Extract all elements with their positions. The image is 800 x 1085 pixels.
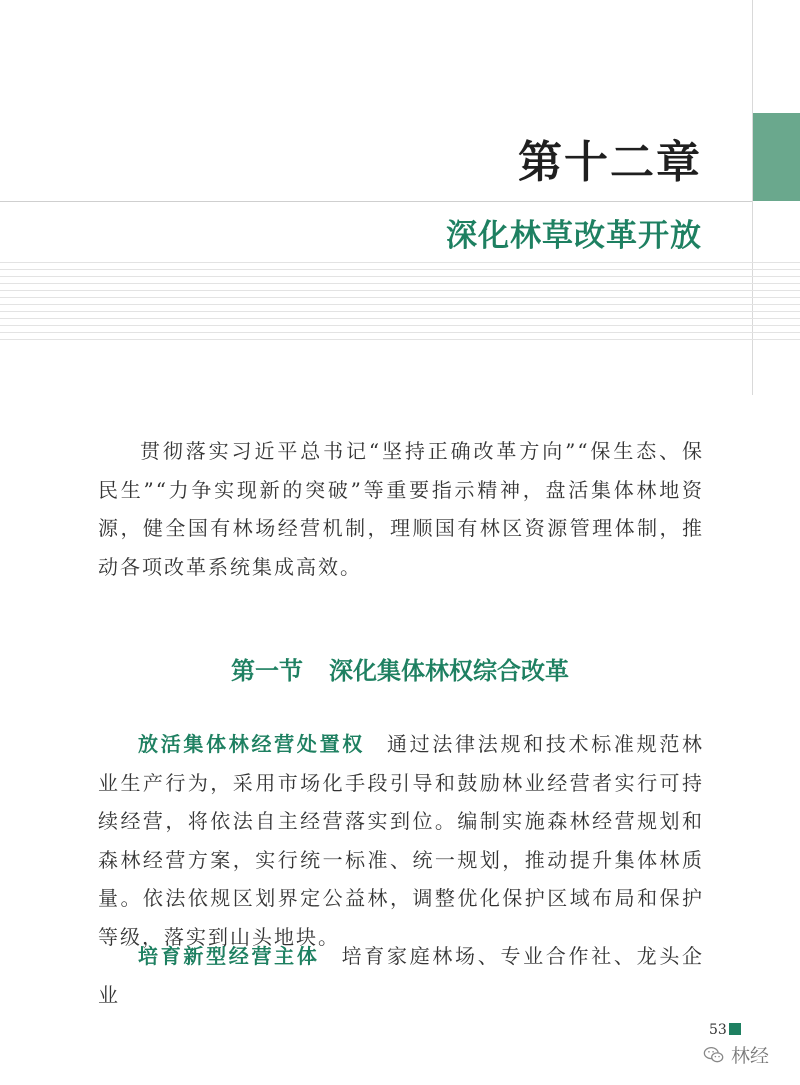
paragraph-lead: 培育新型经营主体 bbox=[138, 944, 320, 968]
watermark bbox=[703, 1041, 769, 1068]
body-paragraph bbox=[98, 725, 704, 956]
watermark-text: 林经 bbox=[731, 1045, 770, 1067]
wechat-icon bbox=[703, 1044, 725, 1066]
section-label: 第一节 bbox=[231, 657, 303, 685]
paragraph-text: 培育家庭林场、专业合作社、龙头企业 bbox=[98, 944, 705, 1007]
intro-paragraph: 贯彻落实习近平总书记“坚持正确改革方向”“保生态、保民生”“力争实现新的突破”等重要指示精神，盘活集体林地资源，健全国有林场经营机制，理顺国有林区资源管理体制，推动各项改革系统集成高效。 bbox=[98, 439, 704, 579]
header-divider bbox=[0, 201, 752, 202]
section-title: 深化集体林权综合改革 bbox=[329, 657, 569, 685]
section-heading bbox=[0, 651, 800, 686]
chapter-number: 第十二章 bbox=[518, 137, 702, 188]
header-stripe-pattern bbox=[0, 262, 800, 346]
page-number-marker bbox=[729, 1023, 741, 1035]
paragraph-text: 通过法律法规和技术标准规范林业生产行为，采用市场化手段引导和鼓励林业经营者实行可持续经营，将依法自主经营落实到位。编制实施森林经营规划和森林经营方案，实行统一标准、统一规划，推动提升集体林质量。依法依规区划界定公益林，调整优化保护区域布局和保护等级，落实到山头地块。 bbox=[98, 732, 705, 949]
chapter-tab-marker bbox=[753, 113, 800, 201]
body-paragraph bbox=[98, 937, 704, 1014]
paragraph-lead: 放活集体林经营处置权 bbox=[138, 732, 365, 756]
page-number: 53 bbox=[709, 1022, 727, 1038]
chapter-title: 深化林草改革开放 bbox=[446, 218, 702, 254]
